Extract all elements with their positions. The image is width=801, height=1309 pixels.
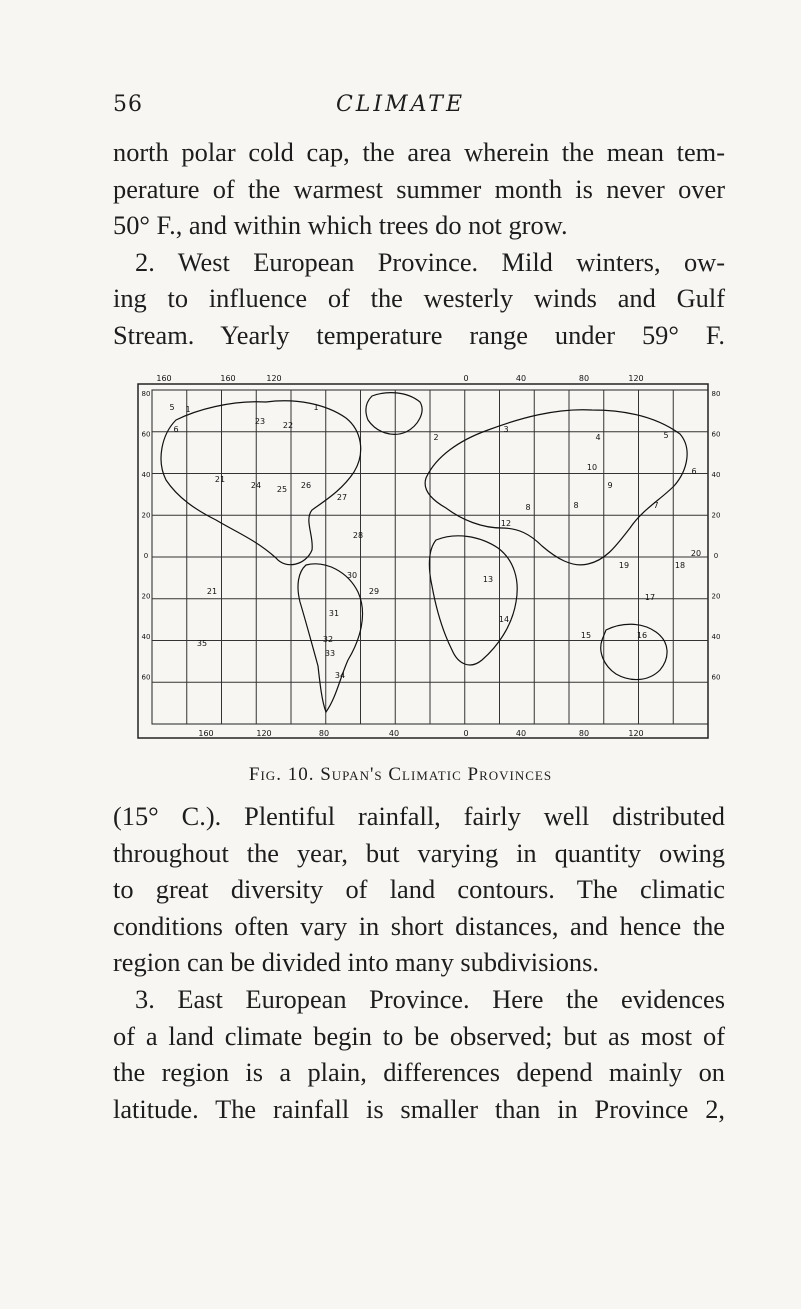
province-number: 3	[503, 425, 509, 434]
province-number: 30	[346, 571, 358, 580]
greenland-outline	[366, 393, 422, 435]
province-number: 12	[500, 519, 512, 528]
province-number: 27	[336, 493, 348, 502]
text-line: 2. West European Province. Mild winters, ow-	[135, 246, 725, 277]
province-number: 13	[482, 575, 494, 584]
province-number: 25	[276, 485, 288, 494]
bottom-longitude-label: 160	[198, 729, 214, 738]
province-number: 5	[663, 431, 669, 440]
province-number: 6	[691, 467, 697, 476]
province-number: 24	[250, 481, 262, 490]
right-latitude-label: 60	[711, 430, 721, 439]
province-number: 19	[618, 561, 630, 570]
left-latitude-label: 20	[141, 592, 151, 601]
left-latitude-label: 60	[141, 673, 151, 682]
text-line: (15° C.). Plentiful rainfall, fairly well distributed	[113, 801, 725, 831]
left-latitude-label: 0	[143, 551, 149, 560]
province-number: 10	[586, 463, 598, 472]
province-number: 8	[573, 501, 579, 510]
africa-outline	[429, 536, 517, 665]
left-latitude-label: 60	[141, 430, 151, 439]
page-number: 56	[113, 92, 143, 117]
right-latitude-label: 20	[711, 511, 721, 520]
province-number: 31	[328, 609, 340, 618]
map-labels	[142, 374, 721, 738]
province-number: 1	[313, 403, 319, 412]
province-number: 32	[322, 635, 334, 644]
province-number: 29	[368, 587, 380, 596]
province-number: 33	[324, 649, 336, 658]
top-longitude-label: 40	[515, 374, 527, 383]
province-number: 34	[334, 671, 346, 680]
text-line: throughout the year, but varying in quantity owing	[113, 837, 725, 868]
bottom-longitude-label: 0	[463, 729, 469, 738]
province-number: 14	[498, 615, 510, 624]
right-latitude-label: 40	[711, 470, 721, 479]
province-number: 15	[580, 631, 592, 640]
text-line: the region is a plain, differences depend mainly on	[113, 1057, 725, 1088]
bottom-longitude-label: 80	[578, 729, 590, 738]
continent-outlines	[161, 393, 687, 712]
top-longitude-label: 80	[578, 374, 590, 383]
text-line: ing to influence of the westerly winds and Gulf	[113, 283, 725, 314]
province-number: 4	[595, 433, 601, 442]
world-map-svg	[136, 360, 724, 744]
bottom-longitude-label: 40	[515, 729, 527, 738]
left-latitude-label: 20	[141, 511, 151, 520]
province-number: 8	[525, 503, 531, 512]
bottom-longitude-label: 40	[388, 729, 400, 738]
province-number: 21	[206, 587, 218, 596]
paragraph-top	[113, 134, 725, 354]
province-number: 16	[636, 631, 648, 640]
bottom-longitude-label: 120	[256, 729, 272, 738]
page-header	[0, 92, 801, 122]
left-latitude-label: 40	[141, 632, 151, 641]
province-number: 9	[607, 481, 613, 490]
province-number: 21	[214, 475, 226, 484]
province-number: 2	[433, 433, 439, 442]
running-title: CLIMATE	[335, 92, 466, 117]
top-longitude-label: 120	[628, 374, 644, 383]
right-latitude-label: 20	[711, 592, 721, 601]
australia-outline	[601, 624, 667, 679]
left-latitude-label: 80	[141, 390, 151, 398]
province-number: 28	[352, 531, 364, 540]
top-longitude-label: 160	[220, 374, 236, 383]
right-latitude-label: 40	[711, 632, 721, 641]
bottom-longitude-label: 120	[628, 729, 644, 738]
right-latitude-label: 0	[713, 551, 719, 560]
text-line: perature of the warmest summer month is never over	[113, 173, 725, 204]
right-latitude-label: 80	[711, 390, 721, 398]
text-line: Stream. Yearly temperature range under 59° F.	[113, 319, 725, 350]
text-line: 3. East European Province. Here the evidences	[135, 983, 725, 1014]
province-number: 20	[690, 549, 702, 558]
text-line-last: region can be divided into many subdivisions.	[113, 947, 599, 978]
top-longitude-label: 160	[156, 374, 172, 383]
province-number: 18	[674, 561, 686, 570]
top-longitude-label: 0	[463, 374, 469, 383]
bottom-longitude-label: 80	[318, 729, 330, 738]
left-latitude-label: 40	[141, 470, 151, 479]
text-line: to great diversity of land contours. The climatic	[113, 874, 725, 905]
province-number: 6	[173, 425, 179, 434]
province-number: 5	[169, 403, 175, 412]
province-number: 17	[644, 593, 656, 602]
province-number: 1	[185, 405, 191, 414]
figure-caption: Fig. 10. Supan's Climatic Provinces	[248, 764, 553, 785]
text-line: latitude. The rainfall is smaller than in Province 2,	[113, 1093, 725, 1124]
top-longitude-label: 120	[266, 374, 282, 383]
text-line-last: 50° F., and within which trees do not grow.	[113, 210, 568, 241]
text-line: conditions often vary in short distances, and hence the	[113, 910, 725, 941]
province-number: 22	[282, 421, 294, 430]
province-number: 35	[196, 639, 208, 648]
right-latitude-label: 60	[711, 673, 721, 682]
province-number: 23	[254, 417, 266, 426]
text-line: north polar cold cap, the area wherein the mean tem-	[113, 137, 725, 167]
paragraph-bottom	[113, 798, 725, 1127]
province-number: 26	[300, 481, 312, 490]
climatic-provinces-map	[136, 360, 724, 744]
text-line: of a land climate begin to be observed; but as most of	[113, 1020, 725, 1051]
province-number: 7	[653, 501, 659, 510]
